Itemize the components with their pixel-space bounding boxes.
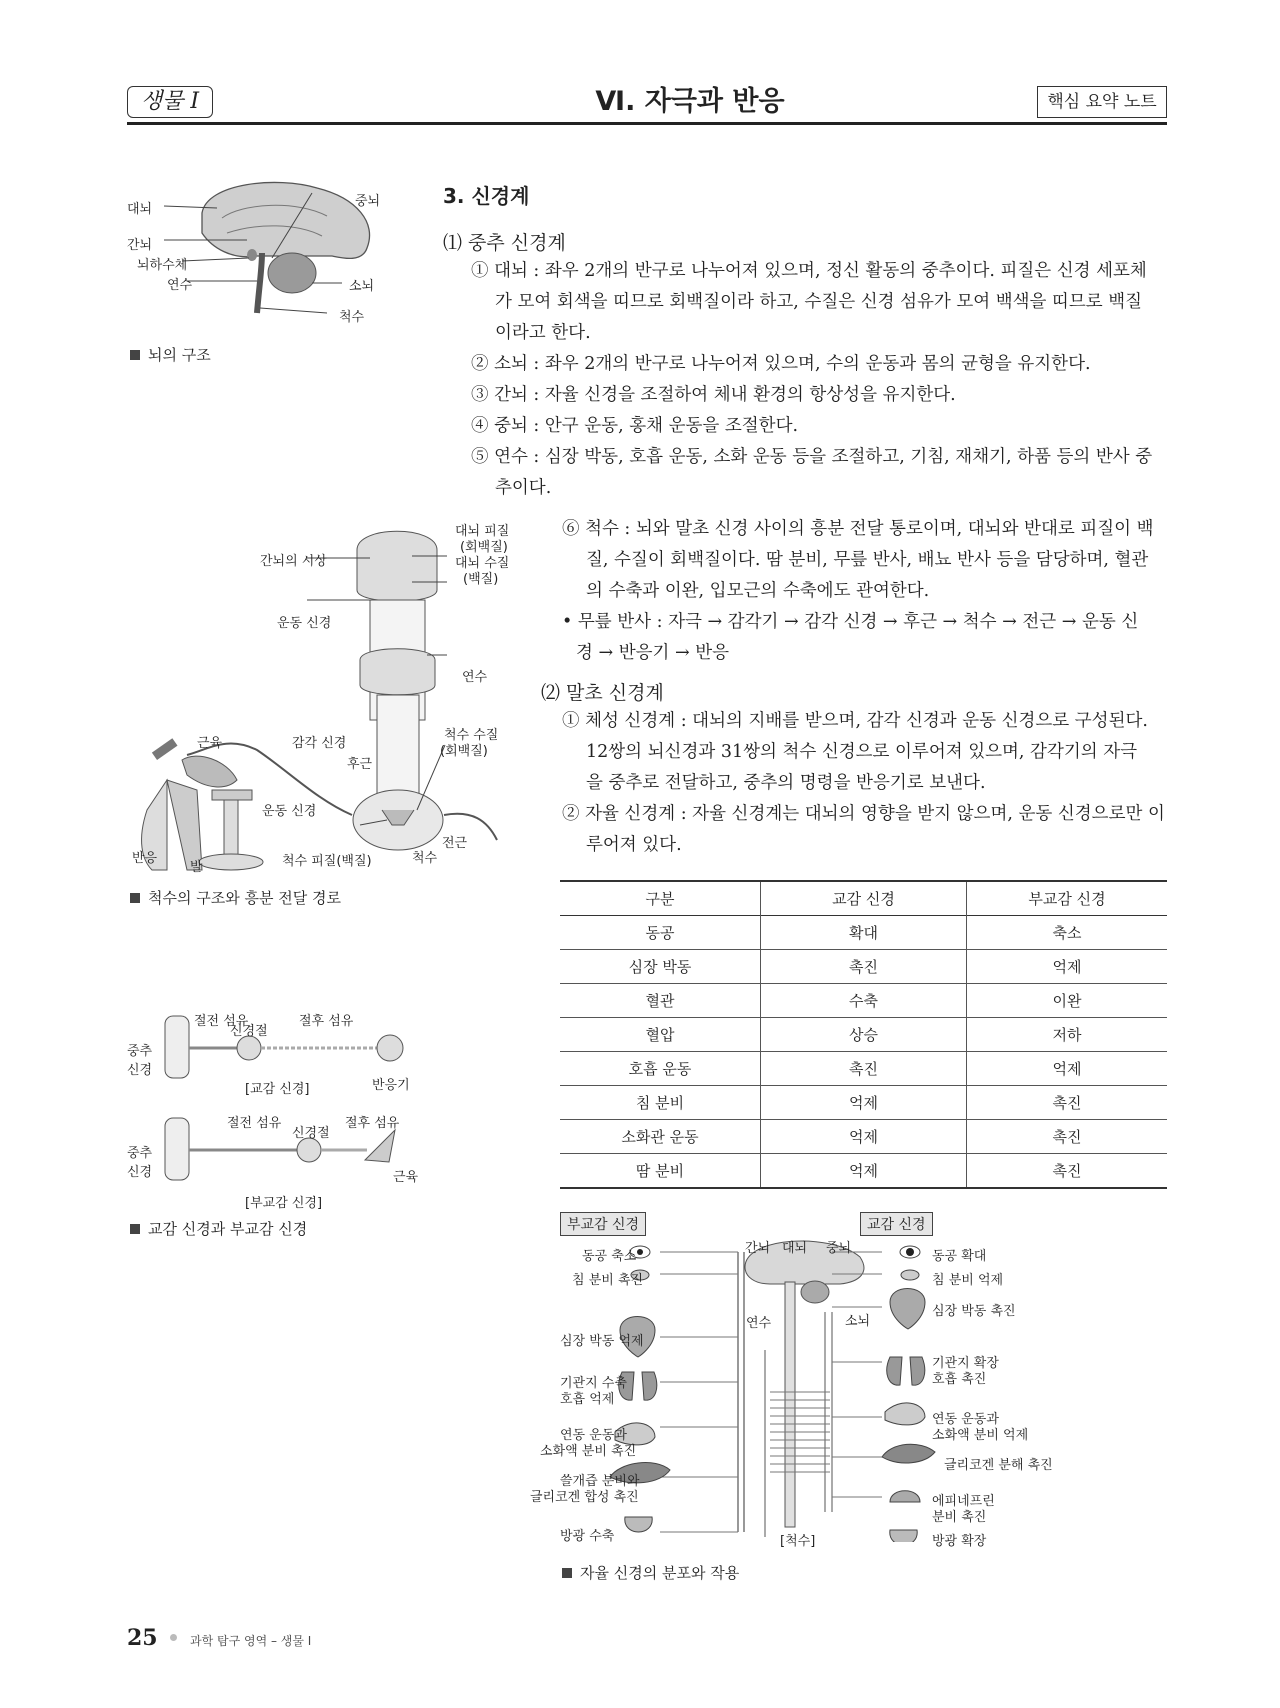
left-effect: 호흡 억제 xyxy=(560,1392,615,1407)
dist-caption-text: 자율 신경의 분포와 작용 xyxy=(580,1564,740,1582)
caption-bullet xyxy=(130,893,140,903)
spinal-figure xyxy=(127,520,527,880)
left-effect: 연동 운동과 xyxy=(560,1428,627,1443)
left-effect: 방광 수축 xyxy=(560,1529,615,1544)
label-thalamus: 간뇌의 시상 xyxy=(260,554,327,569)
left-effect: 동공 축소 xyxy=(582,1249,637,1264)
table-header-row xyxy=(560,881,1167,916)
spinal-line: ⑥ 척수 : 뇌와 말초 신경 사이의 흥분 전달 통로이며, 대뇌와 반대로 피질이 백 xyxy=(562,519,1154,539)
label-oblongata: 연수 xyxy=(462,670,488,685)
label-spinal: 척수 xyxy=(412,851,438,866)
right-effect: 에피네프린 xyxy=(932,1494,995,1509)
table-row xyxy=(560,984,1167,1018)
central-line: ⑤ 연수 : 심장 박동, 호흡 운동, 소화 운동 등을 조절하고, 기침, 재채기, 하품 등의 반사 중 xyxy=(471,447,1153,467)
right-effect: 분비 촉진 xyxy=(932,1510,987,1525)
left-effect: 소화액 분비 촉진 xyxy=(540,1444,637,1459)
label-sensory: 감각 신경 xyxy=(292,736,347,751)
table-cell: 상승 xyxy=(761,1018,967,1052)
ans-figure xyxy=(127,1010,427,1210)
caption-bullet xyxy=(130,350,140,360)
peripheral-body xyxy=(562,706,1172,861)
brain-caption xyxy=(130,344,211,365)
label-midbrain: 중뇌 xyxy=(355,194,381,209)
right-effect: 침 분비 억제 xyxy=(932,1273,1004,1288)
left-effect: 침 분비 촉진 xyxy=(572,1273,644,1288)
label-motor: 운동 신경 xyxy=(262,804,317,819)
label-cortex: 대뇌 피질 xyxy=(455,524,510,539)
label-ventral-root: 전근 xyxy=(442,836,468,851)
label-pituitary: 뇌하수체 xyxy=(137,258,188,273)
central-line: 추이다. xyxy=(495,478,552,498)
table-cell: 억제 xyxy=(761,1120,967,1154)
caption-bullet xyxy=(130,1224,140,1234)
spinal-label: [척수] xyxy=(780,1534,816,1549)
ans-caption xyxy=(130,1218,307,1239)
table-cell: 확대 xyxy=(761,916,967,950)
right-effect: 기관지 확장 xyxy=(932,1356,999,1371)
spinal-caption xyxy=(130,887,341,908)
spinal-line: • 무릎 반사 : 자극 → 감각기 → 감각 신경 → 후근 → 척수 → 전근 → 운동 신 xyxy=(562,612,1139,632)
ans-caption-text: 교감 신경과 부교감 신경 xyxy=(148,1220,308,1238)
section-title: 3. 신경계 xyxy=(443,184,530,208)
brain-label-midbrain: 중뇌 xyxy=(826,1241,852,1256)
table-cell: 억제 xyxy=(1052,958,1082,976)
para-pre: 절전 섬유 xyxy=(227,1116,282,1131)
table-cell: 축소 xyxy=(1052,924,1082,942)
peripheral-line: ① 체성 신경계 : 대뇌의 지배를 받으며, 감각 신경과 운동 신경으로 구성된다. xyxy=(562,711,1148,731)
symp-post: 절후 섬유 xyxy=(299,1014,354,1029)
symp-effector: 반응기 xyxy=(372,1078,410,1093)
label-spinal-medulla: 척수 수질 xyxy=(444,728,499,743)
table-cell: 소화관 운동 xyxy=(560,1120,761,1154)
para-post: 절후 섬유 xyxy=(345,1116,400,1131)
right-effect: 방광 확장 xyxy=(932,1534,987,1549)
right-effect: 연동 운동과 xyxy=(932,1412,999,1427)
table-cell: 촉진 xyxy=(761,1052,967,1086)
table-cell: 침 분비 xyxy=(560,1086,761,1120)
label-diencephalon: 간뇌 xyxy=(127,238,153,253)
table-cell: 호흡 운동 xyxy=(560,1052,761,1086)
table-row xyxy=(560,950,1167,984)
peripheral-line: ② 자율 신경계 : 자율 신경계는 대뇌의 영향을 받지 않으며, 운동 신경으로만 이 xyxy=(562,804,1165,824)
table-cell: 촉진 xyxy=(1052,1094,1082,1112)
table-cell: 촉진 xyxy=(1052,1162,1082,1180)
header-rule xyxy=(127,122,1167,125)
cerebellum-label: 소뇌 xyxy=(845,1314,871,1329)
autonomic-table xyxy=(560,880,1167,1189)
para-title: 부교감 신경 xyxy=(560,1212,646,1236)
right-effect: 동공 확대 xyxy=(932,1249,987,1264)
label-response: 반응 xyxy=(132,851,158,866)
para-ganglion: 신경절 xyxy=(292,1126,330,1141)
table-cell: 촉진 xyxy=(1052,1128,1082,1146)
dist-caption xyxy=(562,1562,739,1583)
peripheral-line: 루어져 있다. xyxy=(586,835,682,855)
label-medulla-white-sub: (백질) xyxy=(463,572,499,587)
table-cell: 수축 xyxy=(761,984,967,1018)
symp-ganglion: 신경절 xyxy=(230,1024,268,1039)
left-effect: 글리코겐 합성 촉진 xyxy=(530,1490,639,1505)
table-row xyxy=(560,1052,1167,1086)
label-dorsal-root: 후근 xyxy=(347,757,373,772)
label-medulla: 연수 xyxy=(167,278,193,293)
peripheral-line: 을 중추로 전달하고, 중추의 명령을 반응기로 보낸다. xyxy=(586,773,986,793)
table-cell: 억제 xyxy=(761,1154,967,1189)
symp-title: 교감 신경 xyxy=(860,1212,933,1236)
label-cerebellum: 소뇌 xyxy=(349,279,375,294)
note-tag: 핵심 요약 노트 xyxy=(1037,86,1167,118)
para-label: [부교감 신경] xyxy=(245,1196,323,1211)
table-cell: 억제 xyxy=(1052,1060,1082,1078)
central-line: 이라고 한다. xyxy=(495,323,591,343)
label-spinal-cortex: 척수 피질(백질) xyxy=(282,854,372,869)
brain-label-cerebrum: 대뇌 xyxy=(782,1241,808,1256)
table-header: 구분 xyxy=(560,881,761,916)
brain-label-diencephalon: 간뇌 xyxy=(745,1241,771,1256)
table-row xyxy=(560,1154,1167,1189)
footer-dot xyxy=(170,1634,177,1641)
table-row xyxy=(560,1086,1167,1120)
left-effect: 심장 박동 억제 xyxy=(560,1334,644,1349)
spinal-line: 질, 수질이 회백질이다. 땀 분비, 무릎 반사, 배뇨 반사 등을 담당하며, 혈관 xyxy=(586,550,1149,570)
table-cell: 억제 xyxy=(761,1086,967,1120)
label-medulla-white: 대뇌 수질 xyxy=(455,556,510,571)
table-cell: 땀 분비 xyxy=(560,1154,761,1189)
label-muscle: 근육 xyxy=(197,736,223,751)
table-row xyxy=(560,916,1167,950)
table-cell: 동공 xyxy=(560,916,761,950)
central-line: 가 모여 회색을 띠므로 회백질이라 하고, 수질은 신경 섬유가 모여 백색을 띠므로 백질 xyxy=(495,292,1143,312)
table-cell: 심장 박동 xyxy=(560,950,761,984)
table-row xyxy=(560,1018,1167,1052)
right-effect: 심장 박동 촉진 xyxy=(932,1304,1016,1319)
central-line: ② 소뇌 : 좌우 2개의 반구로 나누어져 있으며, 수의 운동과 몸의 균형을 유지한다. xyxy=(471,354,1091,374)
medulla-label: 연수 xyxy=(746,1316,772,1331)
label-spinal: 척수 xyxy=(339,310,365,325)
central-heading: ⑴ 중추 신경계 xyxy=(443,232,566,254)
symp-label: [교감 신경] xyxy=(245,1082,310,1097)
table-header: 교감 신경 xyxy=(761,881,967,916)
spinal-body xyxy=(562,514,1172,669)
left-effect: 기관지 수축 xyxy=(560,1376,627,1391)
label-foot: 발 xyxy=(190,860,203,875)
label-spinal-medulla-sub: (회백질) xyxy=(440,744,488,759)
para-center: 중추 신경 xyxy=(127,1146,153,1180)
table-cell: 촉진 xyxy=(761,950,967,984)
table-header: 부교감 신경 xyxy=(1028,890,1106,908)
table-cell: 혈압 xyxy=(560,1018,761,1052)
spinal-line: 경 → 반응기 → 반응 xyxy=(576,643,730,663)
footer-text: 과학 탐구 영역 – 생물 I xyxy=(190,1634,312,1648)
para-effector: 근육 xyxy=(393,1170,419,1185)
brain-caption-text: 뇌의 구조 xyxy=(148,346,211,364)
right-effect: 소화액 분비 억제 xyxy=(932,1428,1029,1443)
spinal-caption-text: 척수의 구조와 흥분 전달 경로 xyxy=(148,889,341,907)
table-cell: 혈관 xyxy=(560,984,761,1018)
symp-center: 중추 신경 xyxy=(127,1044,153,1078)
central-line: ④ 중뇌 : 안구 운동, 홍채 운동을 조절한다. xyxy=(471,416,799,436)
chapter-title: Ⅵ. 자극과 반응 xyxy=(595,86,785,117)
page-number: 25 xyxy=(127,1625,158,1651)
caption-bullet xyxy=(562,1568,572,1578)
table-row xyxy=(560,1120,1167,1154)
central-line: ③ 간뇌 : 자율 신경을 조절하여 체내 환경의 항상성을 유지한다. xyxy=(471,385,956,405)
peripheral-line: 12쌍의 뇌신경과 31쌍의 척수 신경으로 이루어져 있으며, 감각기의 자극 xyxy=(586,742,1138,762)
right-effect: 호흡 촉진 xyxy=(932,1372,987,1387)
spinal-line: 의 수축과 이완, 입모근의 수축에도 관여한다. xyxy=(586,581,930,601)
right-effect: 글리코겐 분해 촉진 xyxy=(944,1458,1053,1473)
table-cell: 이완 xyxy=(1052,992,1082,1010)
label-cerebrum: 대뇌 xyxy=(127,202,153,217)
peripheral-heading: ⑵ 말초 신경계 xyxy=(541,682,664,704)
central-body xyxy=(471,256,1171,504)
left-effect: 쓸개즙 분비와 xyxy=(560,1474,640,1489)
distribution-figure xyxy=(530,1212,1060,1549)
label-cortex-sub: (회백질) xyxy=(460,540,508,555)
label-motor-top: 운동 신경 xyxy=(277,616,332,631)
table-cell: 저하 xyxy=(1052,1026,1082,1044)
symp-pre: 절전 섬유 xyxy=(194,1014,249,1029)
ans-illustration xyxy=(127,1010,427,1210)
subject-box: 생물 I xyxy=(127,86,213,118)
central-line: ① 대뇌 : 좌우 2개의 반구로 나누어져 있으며, 정신 활동의 중추이다. 피질은 신경 세포체 xyxy=(471,261,1147,281)
brain-figure xyxy=(127,178,407,338)
